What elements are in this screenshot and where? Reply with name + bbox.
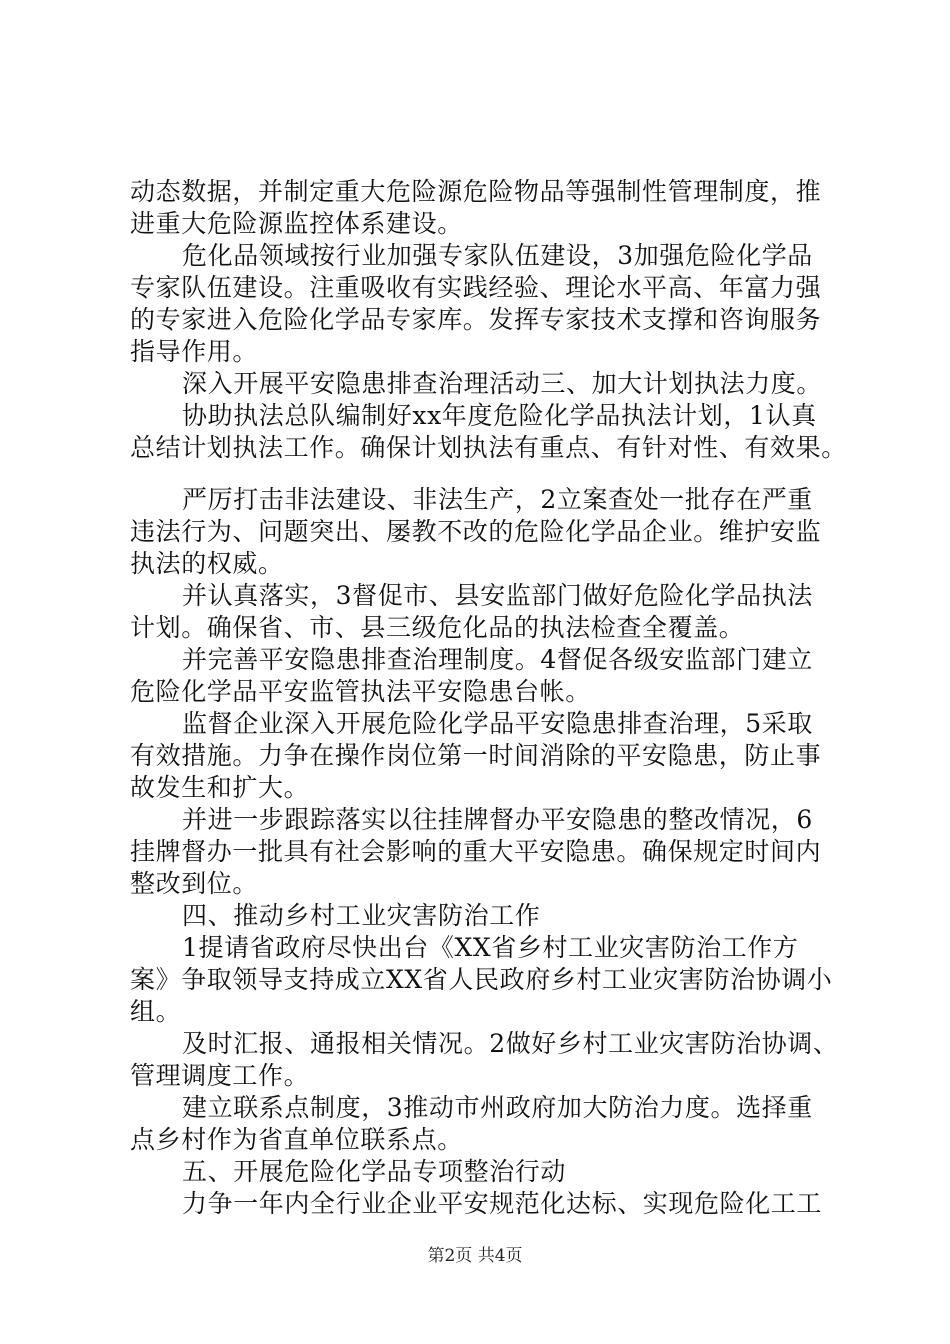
text-line: 并进一步跟踪落实以往挂牌督办平安隐患的整改情况，6 [182,805,813,834]
text-line: 建立联系点制度，3推动市州政府加大防治力度。选择重 [182,1093,813,1122]
text-line: 计划。确保省、市、县三级危化品的执法检查全覆盖。 [130,613,745,642]
text-line: 力争一年内全行业企业平安规范化达标、实现危险化工工 [182,1189,823,1218]
text-line: 挂牌督办一批具有社会影响的重大平安隐患。确保规定时间内 [130,837,822,866]
text-line: 监督企业深入开展危险化学品平安隐患排查治理，5采取 [182,709,813,738]
text-line: 危化品领域按行业加强专家队伍建设，3加强危险化学品 [182,241,813,270]
text-line: 协助执法总队编制好xx年度危险化学品执法计划，1认真 [182,401,817,430]
text-line: 严厉打击非法建设、非法生产，2立案查处一批存在严重 [182,485,813,514]
text-line: 管理调度工作。 [130,1061,310,1090]
text-line: 指导作用。 [130,337,259,366]
section-heading: 四、推动乡村工业灾害防治工作 [182,901,541,930]
text-line: 故发生和扩大。 [130,773,310,802]
text-line: 动态数据，并制定重大危险源危险物品等强制性管理制度，推 [130,177,822,206]
text-line: 的专家进入危险化学品专家库。发挥专家技术支撑和咨询服务 [130,305,822,334]
text-line: 违法行为、问题突出、屡教不改的危险化学品企业。维护安监 [130,517,822,546]
text-line: 进重大危险源监控体系建设。 [130,209,463,238]
text-line: 总结计划执法工作。确保计划执法有重点、有针对性、有效果。 [130,433,847,462]
text-line: 组。 [130,997,182,1026]
text-line: 并认真落实，3督促市、县安监部门做好危险化学品执法 [182,581,813,610]
text-line: 点乡村作为省直单位联系点。 [130,1125,463,1154]
text-line: 及时汇报、通报相关情况。2做好乡村工业灾害防治协调、 [182,1029,839,1058]
text-line: 整改到位。 [130,869,259,898]
text-line: 案》争取领导支持成立XX省人民政府乡村工业灾害防治协调小 [130,965,833,994]
section-heading: 五、开展危险化学品专项整治行动 [182,1157,567,1186]
text-line: 有效措施。力争在操作岗位第一时间消除的平安隐患，防止事 [130,741,822,770]
text-line: 执法的权威。 [130,549,284,578]
text-line: 并完善平安隐患排查治理制度。4督促各级安监部门建立 [182,645,813,674]
text-line: 深入开展平安隐患排查治理活动三、加大计划执法力度。 [182,369,823,398]
text-line: 危险化学品平安监管执法平安隐患台帐。 [130,677,591,706]
text-line: 1提请省政府尽快出台《XX省乡村工业灾害防治工作方 [182,933,799,962]
text-line: 专家队伍建设。注重吸收有实践经验、理论水平高、年富力强 [130,273,822,302]
page-number-footer: 第2页 共4页 [427,1246,523,1266]
